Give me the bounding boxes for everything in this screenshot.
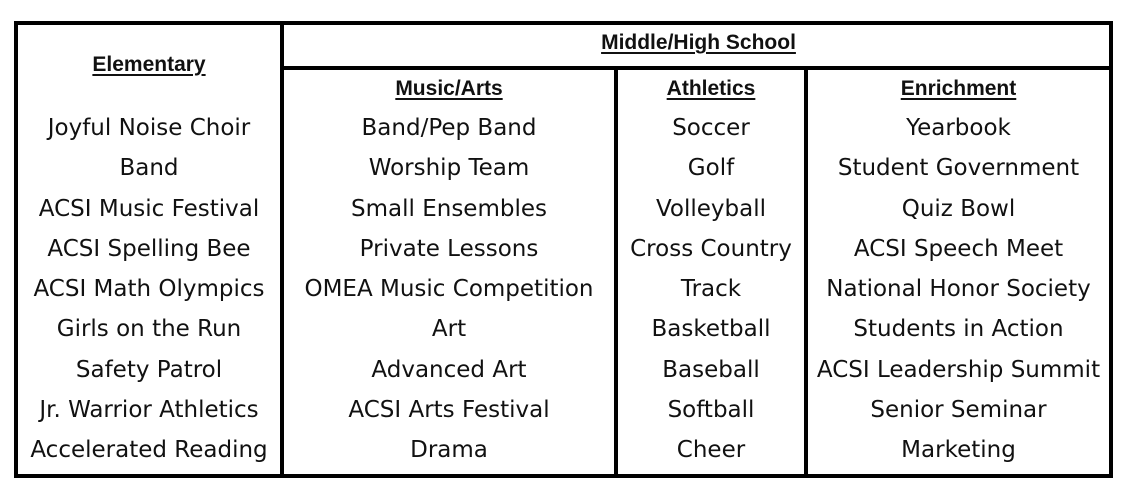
- list-item: OMEA Music Competition: [304, 276, 594, 302]
- list-item: Quiz Bowl: [901, 195, 1016, 222]
- list-item: Girls on the Run: [56, 316, 242, 343]
- list-item: Cheer: [676, 437, 746, 463]
- list-item: Band/Pep Band: [361, 115, 537, 141]
- column-header-athletics: Athletics: [666, 77, 756, 100]
- column-music-arts: [284, 0, 614, 478]
- list-item: Cross Country: [630, 235, 792, 262]
- list-item: Small Ensembles: [351, 195, 547, 222]
- list-item: Volleyball: [655, 195, 767, 222]
- list-item: Worship Team: [368, 155, 530, 182]
- list-athletics: [618, 108, 804, 470]
- list-item: Track: [680, 276, 742, 302]
- list-item: Baseball: [662, 356, 760, 383]
- list-item: Drama: [410, 437, 488, 463]
- list-item: ACSI Leadership Summit: [816, 356, 1101, 383]
- list-item: ACSI Arts Festival: [348, 396, 550, 423]
- list-item: Students in Action: [853, 316, 1064, 343]
- list-item: National Honor Society: [826, 276, 1091, 302]
- list-item: Student Government: [837, 155, 1080, 182]
- column-athletics: [618, 0, 804, 478]
- column-enrichment: [808, 0, 1109, 478]
- list-item: Private Lessons: [359, 235, 539, 262]
- list-music-arts: [284, 108, 614, 470]
- list-item: Senior Seminar: [870, 396, 1047, 423]
- group-header-middle-high-school: Middle/High School: [601, 31, 796, 54]
- list-item: ACSI Spelling Bee: [47, 235, 251, 262]
- list-item: Accelerated Reading: [30, 437, 268, 463]
- column-header-enrichment: Enrichment: [900, 77, 1017, 100]
- list-item: Advanced Art: [371, 356, 527, 383]
- list-item: Joyful Noise Choir: [47, 115, 251, 141]
- list-elementary: [18, 108, 280, 470]
- list-item: ACSI Music Festival: [38, 195, 260, 222]
- list-item: ACSI Speech Meet: [853, 235, 1064, 262]
- list-item: Golf: [687, 155, 735, 182]
- list-item: Basketball: [651, 316, 771, 343]
- list-item: ACSI Math Olympics: [33, 276, 265, 302]
- list-item: Jr. Warrior Athletics: [39, 396, 259, 423]
- column-header-elementary: Elementary: [92, 53, 206, 76]
- list-item: Softball: [667, 396, 755, 423]
- column-header-music-arts: Music/Arts: [395, 77, 503, 100]
- list-item: Marketing: [901, 437, 1016, 463]
- list-item: Safety Patrol: [75, 356, 223, 383]
- column-elementary: [18, 0, 280, 478]
- list-enrichment: [808, 108, 1109, 470]
- list-item: Yearbook: [906, 115, 1011, 141]
- list-item: Art: [431, 316, 467, 343]
- list-item: Band: [119, 155, 179, 182]
- list-item: Soccer: [672, 115, 750, 141]
